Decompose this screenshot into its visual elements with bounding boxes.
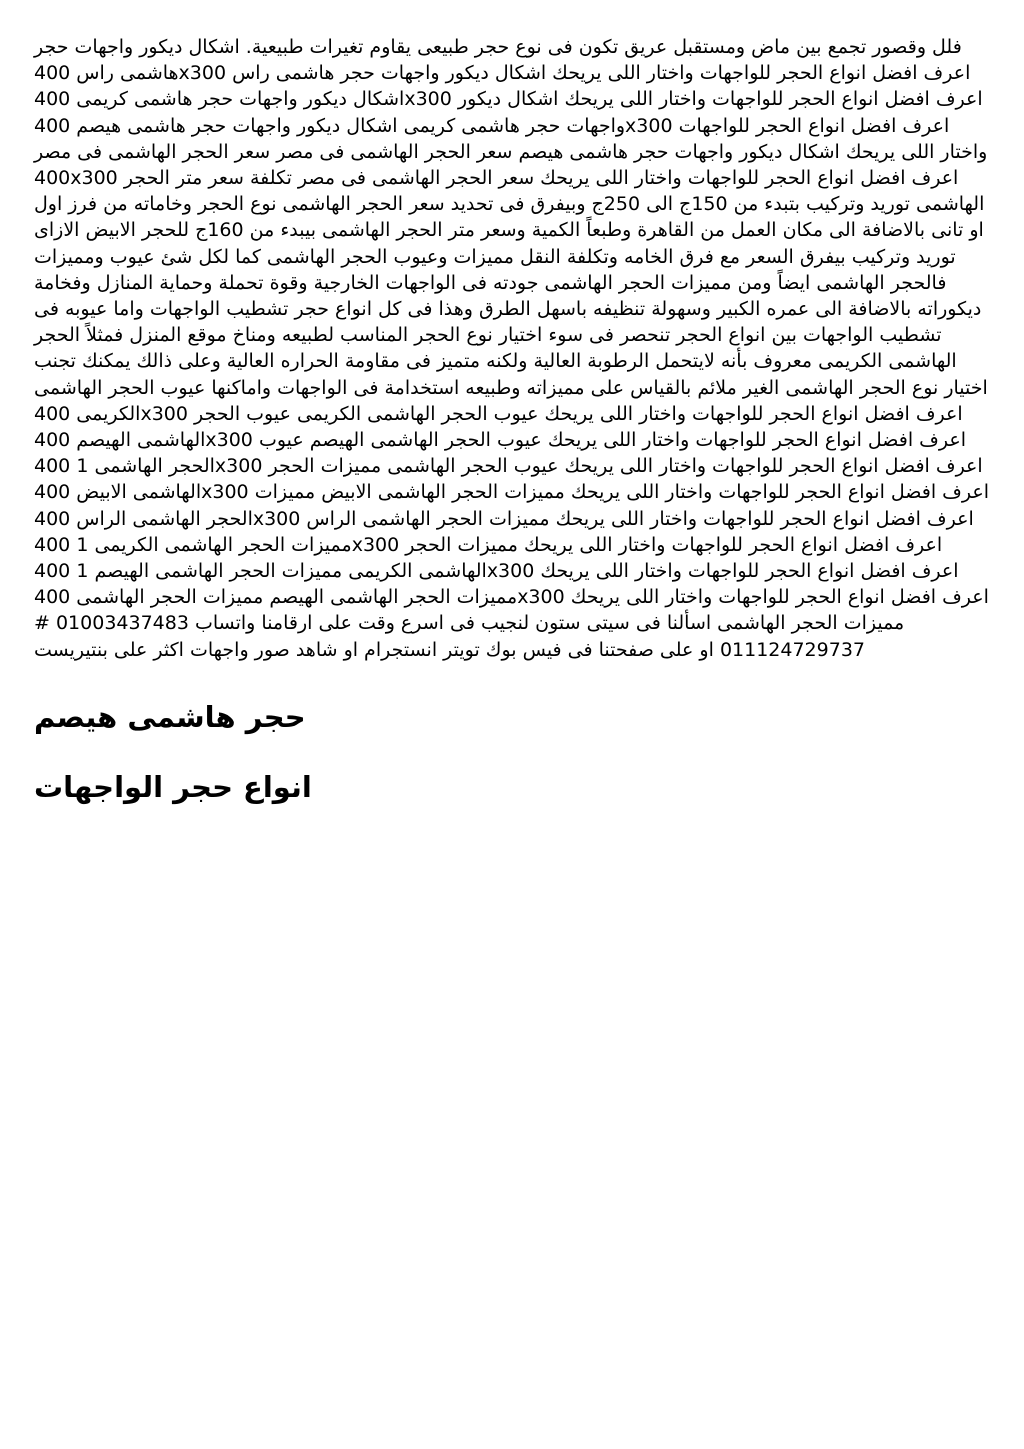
section-heading-facade-stone-types: انواع حجر الواجهات: [34, 769, 312, 804]
section-heading-hashemi-haisam: حجر هاشمى هيصم: [34, 699, 306, 734]
article-body-text: فلل وقصور تجمع بين ماض ومستقبل عريق تكون فى نوع حجر طبيعى يقاوم تغيرات طبيعية. اشكال ديكور واجهات حجر هاشمى راس 400x300 اعرف افضل انواع الحجر للواجهات واختار اللى يريحك اشكال ديكور واجهات حجر هاشمى راس اشكال ديكور واجهات حجر هاشمى كريمى 400x300 اعرف افضل انواع الحجر للواجهات واختار اللى يريحك اشكال ديكور واجهات حجر هاشمى كريمى اشكال ديكور واجهات حجر هاشمى هيصم 400x300 اعرف افضل انواع الحجر للواجهات واختار اللى يريحك اشكال ديكور واجهات حجر هاشمى هيصم سعر الحجر الهاشمى فى مصر سعر الحجر الهاشمى فى مصر 400x300 اعرف افضل انواع الحجر للواجهات واختار اللى يريحك سعر الحجر الهاشمى فى مصر تكلفة سعر متر الحجر الهاشمى توريد وتركيب بتبدء من 150ج الى 250ج وبيفرق فى تحديد سعر الحجر الهاشمى نوع الحجر وخاماته من فرز اول او تانى بالاضافة الى مكان العمل من القاهرة وطبعاً الكمية وسعر متر الحجر الهاشمى بيبدء من 160ج للحجر الابيض الازاى توريد وتركيب بيفرق السعر مع فرق الخامه وتكلفة النقل مميزات وعيوب الحجر الهاشمى كما لكل شئ عيوب ومميزات فالحجر الهاشمى ايضاً ومن مميزات الحجر الهاشمى جودته فى الواجهات الخارجية وقوة تحملة وحماية المنازل وفخامة ديكوراته بالاضافة الى عمره الكبير وسهولة تنظيفه باسهل الطرق وهذا فى كل انواع حجر تشطيب الواجهات واما عيوبه فى تشطيب الواجهات بين انواع الحجر تنحصر فى سوء اختيار نوع الحجر المناسب لطبيعه ومناخ موقع المنزل فمثلاً الحجر الهاشمى الكريمى معروف بأنه لايتحمل الرطوبة العالية ولكنه متميز فى مقاومة الحراره العالية وعلى ذالك يمكنك تجنب اختيار نوع الحجر الهاشمى الغير ملائم بالقياس على مميزاته وطبيعه استخدامة فى الواجهات واماكنها عيوب الحجر الهاشمى الكريمى 400x300 اعرف افضل انواع الحجر للواجهات واختار اللى يريحك عيوب الحجر الهاشمى الكريمى عيوب الحجر الهاشمى الهيصم 400x300 اعرف افضل انواع الحجر للواجهات واختار اللى يريحك عيوب الحجر الهاشمى الهيصم عيوب الحجر الهاشمى 1 400x300 اعرف افضل انواع الحجر للواجهات واختار اللى يريحك عيوب الحجر الهاشمى مميزات الحجر الهاشمى الابيض 400x300 اعرف افضل انواع الحجر للواجهات واختار اللى يريحك مميزات الحجر الهاشمى الابيض مميزات الحجر الهاشمى الراس 400x300 اعرف افضل انواع الحجر للواجهات واختار اللى يريحك مميزات الحجر الهاشمى الراس مميزات الحجر الهاشمى الكريمى 1 400x300 اعرف افضل انواع الحجر للواجهات واختار اللى يريحك مميزات الحجر الهاشمى الكريمى مميزات الحجر الهاشمى الهيصم 1 400x300 اعرف افضل انواع الحجر للواجهات واختار اللى يريحك مميزات الحجر الهاشمى الهيصم مميزات الحجر الهاشمى 400x300 اعرف افضل انواع الحجر للواجهات واختار اللى يريحك مميزات الحجر الهاشمى اسألنا فى سيتى ستون لنجيب فى اسرع وقت على ارقامنا واتساب 01003437483 # 011124729737 او على صفحتنا فى فيس بوك تويتر انستجرام او شاهد صور واجهات اكثر على بنتيريست: [34, 36, 989, 661]
